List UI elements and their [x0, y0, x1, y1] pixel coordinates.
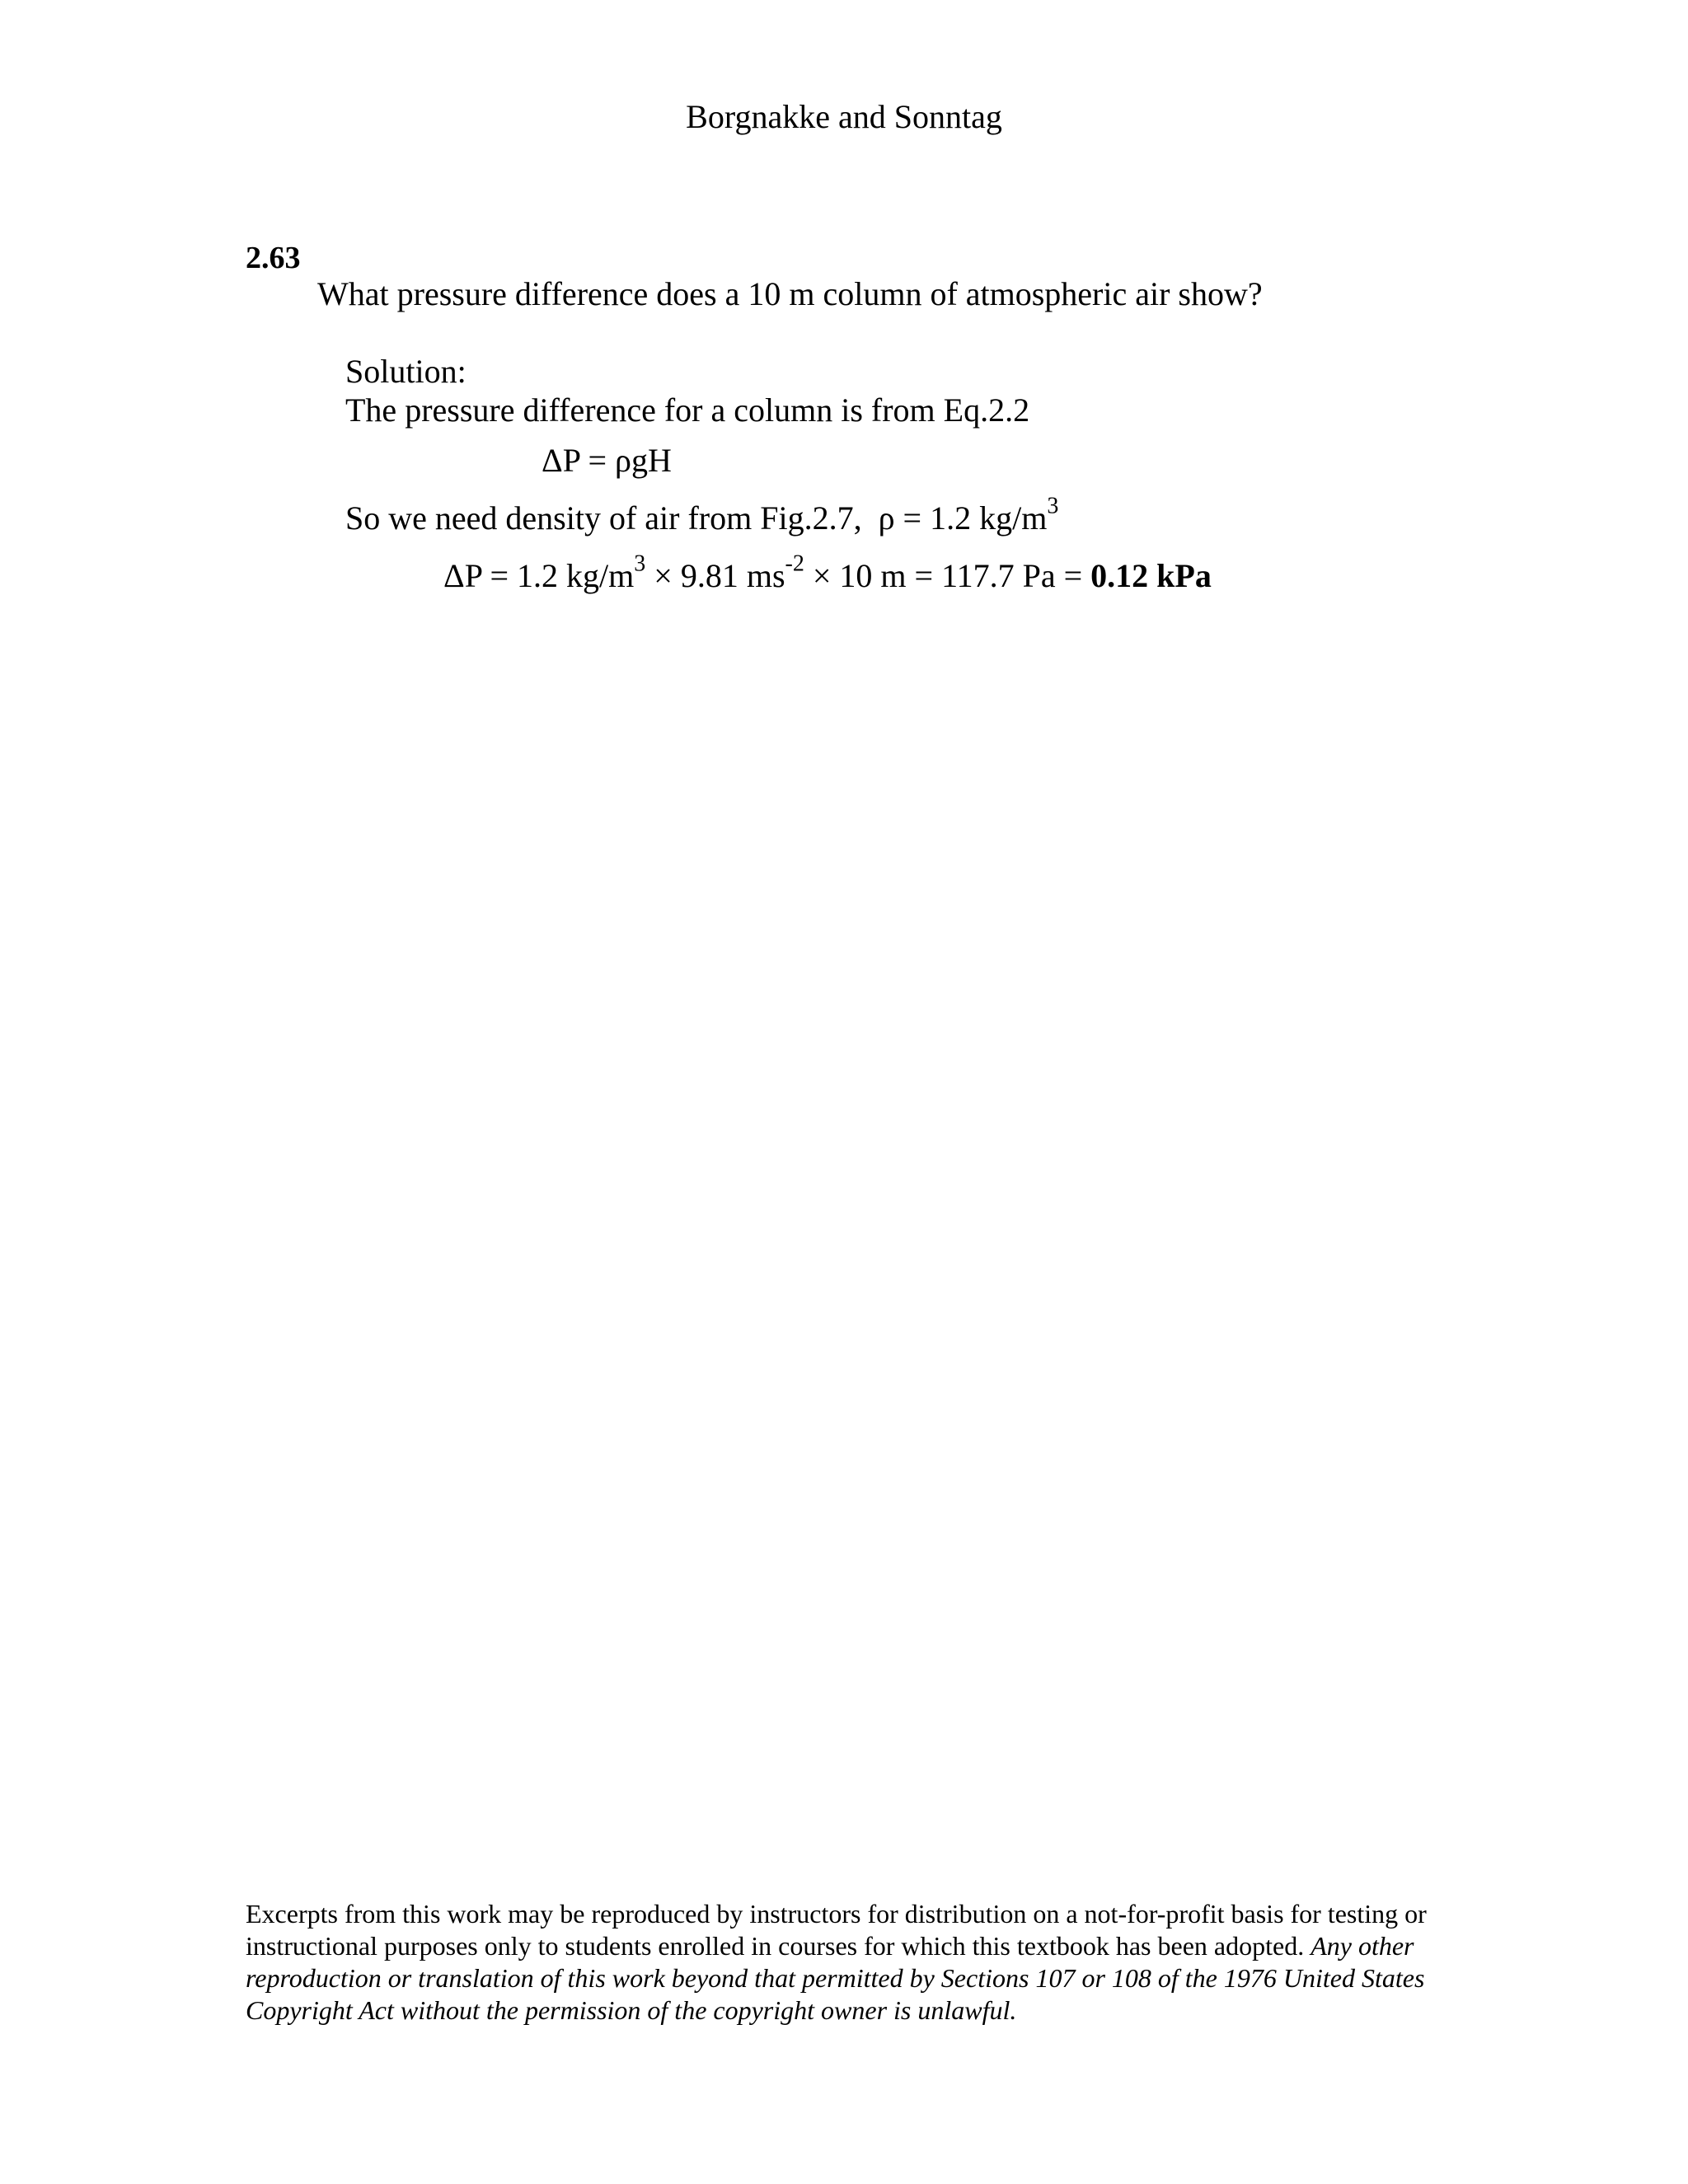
- solution-label: Solution:: [345, 353, 467, 390]
- footer-italic-text: Any other reproduction or translation of this work beyond that permitted by Sections 107 or 108 of the 1976 United States Copyright Act without the permission of the copyright owner is unlawful.: [246, 1931, 1425, 2025]
- problem-number: 2.63: [246, 241, 301, 275]
- calc-part-3: × 10 m = 117.7 Pa =: [804, 557, 1091, 594]
- density-text: So we need density of air from Fig.2.7,: [345, 499, 862, 537]
- problem-question: What pressure difference does a 10 m column of atmospheric air show?: [317, 275, 1263, 312]
- calc-part-2: × 9.81 ms: [645, 557, 785, 594]
- calc-part-1: ΔP = 1.2 kg/m: [443, 557, 635, 594]
- calc-exponent-1: 3: [634, 551, 646, 577]
- calc-exponent-2: -2: [785, 551, 804, 577]
- copyright-footer: [246, 1898, 1432, 2027]
- page-header: Borgnakke and Sonntag: [686, 98, 1002, 135]
- density-line: [345, 493, 1059, 538]
- final-answer: 0.12 kPa: [1090, 557, 1212, 594]
- density-exponent: 3: [1047, 493, 1059, 519]
- pressure-equation: ΔP = ρgH: [542, 442, 672, 479]
- density-value: ρ = 1.2 kg/m: [878, 499, 1048, 537]
- footer-normal-text: Excerpts from this work may be reproduced by instructors for distribution on a not-for-profit basis for testing or instructional purposes only to students enrolled in courses for which this textbook has been adopted.: [246, 1899, 1427, 1961]
- calculation-line: [443, 551, 1212, 596]
- solution-intro: The pressure difference for a column is from Eq.2.2: [345, 391, 1030, 429]
